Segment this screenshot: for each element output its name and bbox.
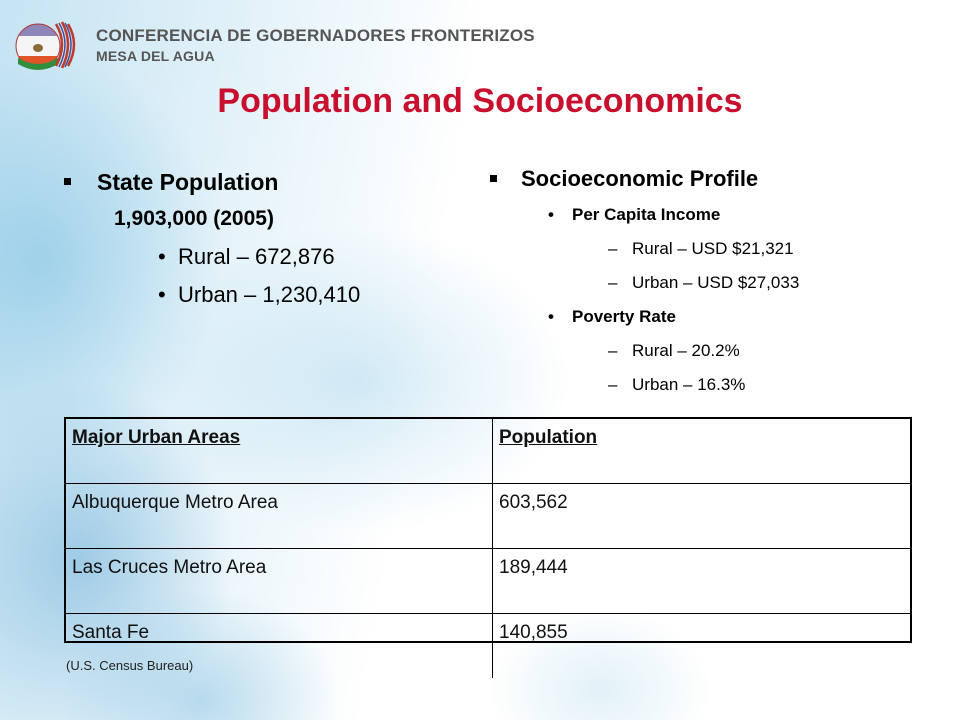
socioeconomic-heading [490,160,930,198]
state-population-heading [60,164,460,200]
poverty-urban-text: Urban – 16.3% [632,375,746,394]
dash-bullet-icon: – [608,375,618,394]
table-cell-population: 189,444 [493,549,911,614]
table-cell-area: Las Cruces Metro Area [66,549,493,614]
round-bullet-icon: • [548,205,554,224]
column-header-areas: Major Urban Areas [66,419,493,484]
table-header-row [66,419,910,484]
table-cell-population: 140,855 [499,622,568,643]
poverty-rate-label [490,300,930,334]
org-name-line1: CONFERENCIA DE GOBERNADORES FRONTERIZOS [96,26,535,45]
table-cell-area: Albuquerque Metro Area [66,484,493,549]
urban-areas-table [64,417,912,643]
population-rural-text: Rural – 672,876 [178,244,335,269]
square-bullet-icon [64,178,71,185]
population-rural [60,238,460,276]
income-urban-text: Urban – USD $27,033 [632,273,800,292]
poverty-rate-text: Poverty Rate [572,307,676,326]
conference-logo [14,14,86,76]
round-bullet-icon: • [158,244,166,269]
population-urban [60,276,460,314]
poverty-urban [490,368,930,402]
per-capita-income-label [490,198,930,232]
income-urban [490,266,930,300]
socioeconomic-section [490,160,930,402]
population-urban-text: Urban – 1,230,410 [178,282,361,307]
income-rural [490,232,930,266]
source-note: (U.S. Census Bureau) [66,658,194,673]
poverty-rural-text: Rural – 20.2% [632,341,740,360]
table-cell-population: 603,562 [493,484,911,549]
round-bullet-icon: • [158,282,166,307]
organization-name [96,26,535,66]
table-row [66,484,910,549]
poverty-rural [490,334,930,368]
column-header-population: Population [493,419,911,484]
square-bullet-icon [490,175,497,182]
state-population-section [60,164,460,314]
income-rural-text: Rural – USD $21,321 [632,239,794,258]
socioeconomic-label: Socioeconomic Profile [521,166,759,191]
org-name-line2: MESA DEL AGUA [96,48,215,64]
table-cell-area: Santa Fe [66,614,493,679]
table-row [66,549,910,614]
slide-title: Population and Socioeconomics [217,82,743,120]
round-bullet-icon: • [548,307,554,326]
state-population-label: State Population [97,169,279,195]
dash-bullet-icon: – [608,239,618,258]
dash-bullet-icon: – [608,341,618,360]
dash-bullet-icon: – [608,273,618,292]
state-population-total: 1,903,000 (2005) [114,207,274,230]
per-capita-income-text: Per Capita Income [572,205,721,224]
